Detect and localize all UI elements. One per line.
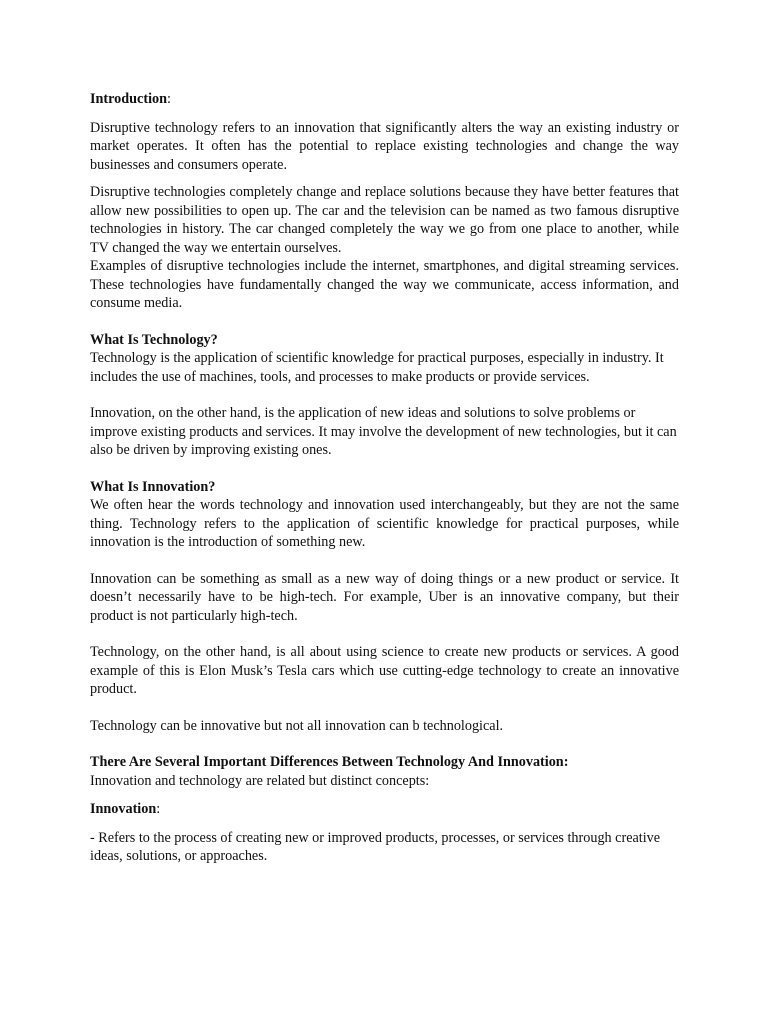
intro-heading-line <box>90 90 679 109</box>
intro-paragraph-2: Disruptive technologies completely change and replace solutions because they have better features that allow new possibilities to open up. The car and the television can be named as two famous disruptive technologies in history. The car changed completely the way we go from one place to another, while TV changed the way we entertain ourselves. <box>90 184 679 256</box>
innovation-paragraph-2: Innovation can be something as small as a new way of doing things or a new product or service. It doesn’t necessarily have to be high-tech. For example, Uber is an innovative company, but their product is not particularly high-tech. <box>90 570 679 624</box>
innovation-subheading-colon: : <box>156 801 161 817</box>
innovation-heading: What Is Innovation? <box>90 478 216 495</box>
innovation-subheading: Innovation <box>90 801 157 817</box>
intro-paragraph-3: Examples of disruptive technologies include the internet, smartphones, and digital streaming services. These technologies have fundamentally changed the way we communicate, access information, and consume media. <box>90 258 679 311</box>
differences-heading: There Are Several Important Differences Between Technology And Innovation: <box>90 754 569 770</box>
differences-paragraph-1: Innovation and technology are related but distinct concepts: <box>90 772 430 789</box>
innovation-paragraph-3: Technology, on the other hand, is all about using science to create new products or services. A good example of this is Elon Musk’s Tesla cars which use cutting-edge technology to create an innovative product. <box>90 644 679 697</box>
innovation-bullet-item: - Refers to the process of creating new or improved products, processes, or services through creative ideas, solutions, or approaches. <box>90 829 661 864</box>
technology-paragraph-2: Innovation, on the other hand, is the application of new ideas and solutions to solve problems or improve existing products and services. It may involve the development of new technologies, but it can also be driven by improving existing ones. <box>90 405 677 458</box>
document-page <box>90 90 679 866</box>
innovation-paragraph-4: Technology can be innovative but not all innovation can b technological. <box>90 717 504 734</box>
technology-heading: What Is Technology? <box>90 331 218 348</box>
intro-paragraph-1: Disruptive technology refers to an innovation that significantly alters the way an existing industry or market operates. It often has the potential to replace existing technologies and change the way businesses and consumers operate. <box>90 119 679 173</box>
technology-paragraph-1: Technology is the application of scientific knowledge for practical purposes, especially in industry. It includes the use of machines, tools, and processes to make products or provide services. <box>90 350 664 385</box>
innovation-paragraph-1: We often hear the words technology and innovation used interchangeably, but they are not the same thing. Technology refers to the application of scientific knowledge for practical purposes, while innovation is the introduction of something new. <box>90 497 679 550</box>
intro-heading-colon: : <box>167 91 171 107</box>
innovation-subheading-line <box>90 800 679 819</box>
intro-heading: Introduction <box>90 91 167 107</box>
